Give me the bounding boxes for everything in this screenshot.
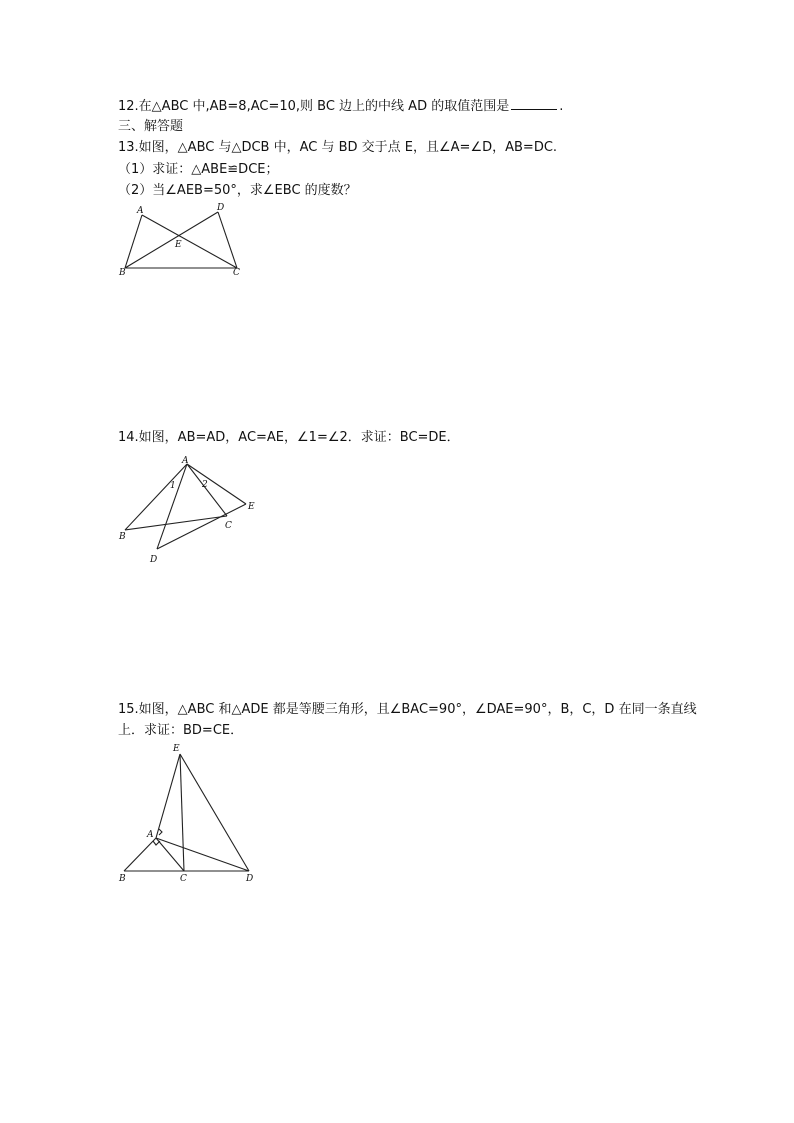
segment-ae	[187, 464, 246, 504]
figure-15-diagram	[115, 740, 265, 885]
figure-14-diagram	[115, 454, 265, 569]
figure-13-diagram	[115, 200, 255, 280]
question-15-stem-line-2: 上．求证：BD=CE．	[118, 723, 244, 738]
label-a: A	[182, 456, 189, 466]
question-13-part-1: （1）求证：△ABE≌DCE；	[118, 162, 279, 177]
label-c: C	[180, 874, 187, 884]
label-b: B	[119, 874, 126, 884]
label-a: A	[137, 206, 144, 216]
question-12	[118, 97, 563, 115]
label-d: D	[150, 555, 158, 565]
question-12-text: 12.在△ABC 中,AB=8,AC=10,则 BC 边上的中线 AD 的取值范围是	[118, 99, 510, 114]
right-angle-mark-dae	[159, 829, 162, 835]
label-a: A	[147, 830, 154, 840]
question-15-stem-line-1: 15.如图，△ABC 和△ADE 都是等腰三角形，且∠BAC=90°，∠DAE=90°，B，C，D 在同一条直线	[118, 702, 697, 717]
segment-ed	[180, 754, 249, 871]
segment-ea	[156, 754, 180, 838]
label-c: C	[233, 268, 240, 278]
segment-ab	[125, 215, 142, 268]
label-e: E	[173, 744, 180, 754]
segment-ab	[125, 464, 187, 530]
label-e: E	[248, 502, 255, 512]
label-c: C	[225, 521, 232, 531]
segment-bc	[125, 516, 227, 530]
question-13-part-2: （2）当∠AEB=50°，求∠EBC 的度数？	[118, 183, 357, 198]
label-d: D	[246, 874, 254, 884]
section-heading: 三、解答题	[118, 119, 184, 134]
question-14-stem: 14.如图，AB=AD，AC=AE，∠1=∠2．求证：BC=DE．	[118, 430, 460, 445]
segment-ac	[187, 464, 227, 516]
segment-bd	[125, 212, 218, 268]
label-b: B	[119, 268, 126, 278]
segment-ac	[142, 215, 237, 268]
label-angle-2: 2	[202, 480, 208, 490]
segment-ab	[124, 838, 156, 871]
label-e: E	[175, 240, 182, 250]
label-angle-1: 1	[170, 481, 176, 491]
label-d: D	[217, 203, 225, 213]
segment-ec	[180, 754, 184, 871]
right-angle-mark-bac	[153, 841, 160, 845]
question-13-stem: 13.如图，△ABC 与△DCB 中，AC 与 BD 交于点 E，且∠A=∠D，AB=DC.	[118, 140, 558, 155]
label-b: B	[119, 532, 126, 542]
answer-blank	[511, 97, 557, 110]
question-12-end: .	[559, 99, 564, 114]
